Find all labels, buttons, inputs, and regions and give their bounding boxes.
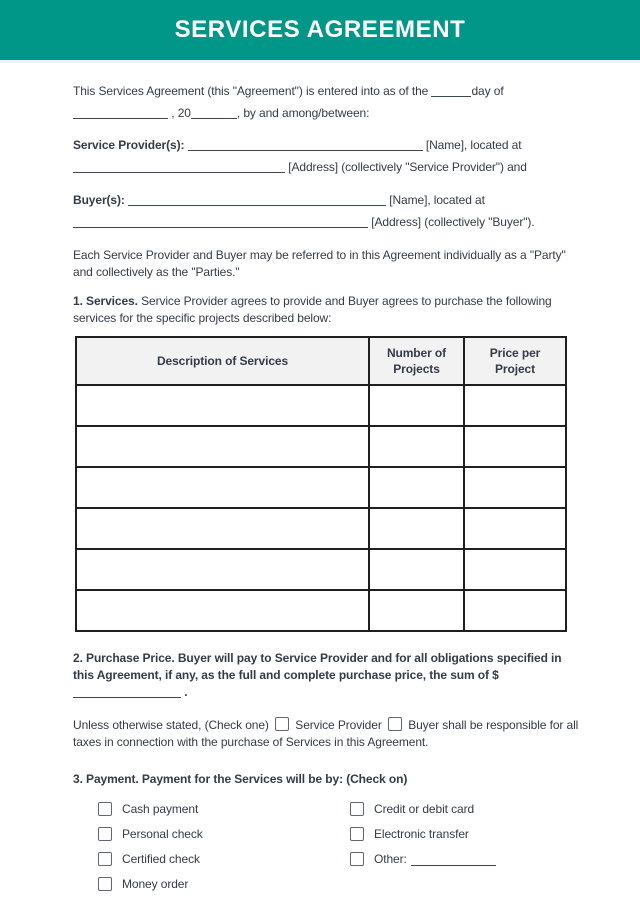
table-row-empty bbox=[76, 426, 566, 467]
text-segment: Each Service Provider and Buyer may be referred to in this Agreement individually as a "Party" and collectively as the "Parties." bbox=[73, 248, 566, 279]
text-segment: [Address] (collectively "Service Provider") and bbox=[285, 160, 527, 174]
table-cell-empty[interactable] bbox=[369, 426, 464, 467]
payment-option-personal-check bbox=[73, 826, 350, 841]
table-cell-empty[interactable] bbox=[464, 508, 566, 549]
table-cell-empty[interactable] bbox=[464, 590, 566, 631]
text-segment: Payment for the Services will be by: (Check on) bbox=[138, 772, 408, 786]
service-provider-address-line bbox=[73, 156, 583, 178]
tax-responsibility-clause bbox=[73, 717, 583, 751]
text-segment: Service Provider bbox=[292, 718, 385, 732]
payment-option-other bbox=[350, 851, 583, 866]
table-row-empty bbox=[76, 590, 566, 631]
personal-check-checkbox[interactable] bbox=[98, 827, 112, 841]
other-blank-line[interactable] bbox=[411, 854, 496, 866]
table-cell-empty[interactable] bbox=[464, 467, 566, 508]
parties-clause bbox=[73, 247, 583, 281]
service-provider-name-line bbox=[73, 134, 583, 156]
payment-options-right-column bbox=[350, 801, 583, 901]
text-segment: . bbox=[181, 685, 188, 699]
table-cell-empty[interactable] bbox=[76, 426, 369, 467]
section-2-purchase-price bbox=[73, 650, 583, 701]
header-banner bbox=[0, 0, 640, 63]
credit-or-debit-card-checkbox[interactable] bbox=[350, 802, 364, 816]
text-segment: Unless otherwise stated, (Check one) bbox=[73, 718, 273, 732]
table-cell-empty[interactable] bbox=[369, 385, 464, 426]
certified-check-checkbox[interactable] bbox=[98, 852, 112, 866]
payment-option-cash-payment bbox=[73, 801, 350, 816]
blank-line[interactable] bbox=[73, 686, 181, 698]
payment-option-label: Money order bbox=[122, 876, 189, 891]
blank-line[interactable] bbox=[73, 161, 285, 173]
blank-line[interactable] bbox=[73, 216, 368, 228]
payment-option-label: Certified check bbox=[122, 851, 200, 866]
table-cell-empty[interactable] bbox=[76, 590, 369, 631]
payment-option-label: Personal check bbox=[122, 826, 203, 841]
table-cell-empty[interactable] bbox=[76, 467, 369, 508]
text-segment: 1. Services. bbox=[73, 294, 138, 308]
table-cell-empty[interactable] bbox=[369, 508, 464, 549]
table-row-empty bbox=[76, 385, 566, 426]
payment-option-credit-or-debit-card bbox=[350, 801, 583, 816]
buyer-checkbox[interactable] bbox=[388, 717, 402, 731]
column-header-price-per-project: Price per Project bbox=[464, 337, 566, 385]
text-segment: [Address] (collectively "Buyer"). bbox=[368, 215, 535, 229]
payment-option-label: Credit or debit card bbox=[374, 801, 475, 816]
blank-line[interactable] bbox=[188, 139, 423, 151]
column-header-description: Description of Services bbox=[76, 337, 369, 385]
cash-payment-checkbox[interactable] bbox=[98, 802, 112, 816]
payment-option-label: Electronic transfer bbox=[374, 826, 469, 841]
text-segment: , 20 bbox=[168, 106, 191, 120]
table-cell-empty[interactable] bbox=[464, 426, 566, 467]
blank-line[interactable] bbox=[73, 107, 168, 119]
table-cell-empty[interactable] bbox=[369, 549, 464, 590]
table-cell-empty[interactable] bbox=[76, 508, 369, 549]
text-segment: Buyer will pay to Service Provider and for all obligations specified in this Agreement, if any, as the full and complete purchase price, the sum of $ bbox=[73, 651, 562, 682]
buyer-name-line bbox=[73, 189, 583, 211]
services-table-body bbox=[76, 385, 566, 631]
text-segment: day of bbox=[471, 84, 504, 98]
column-header-number-of-projects: Number of Projects bbox=[369, 337, 464, 385]
payment-option-certified-check bbox=[73, 851, 350, 866]
payment-option-money-order bbox=[73, 876, 350, 891]
text-segment: 2. Purchase Price. bbox=[73, 651, 175, 665]
text-segment: Service Provider agrees to provide and Buyer agrees to purchase the following services for the specific projects described below: bbox=[73, 294, 552, 325]
text-segment: 3. Payment. bbox=[73, 772, 139, 786]
blank-line[interactable] bbox=[431, 85, 471, 97]
intro-paragraph bbox=[73, 80, 583, 124]
text-segment: Service Provider(s): bbox=[73, 138, 188, 152]
buyer-address-line bbox=[73, 211, 583, 233]
payment-options bbox=[73, 801, 583, 901]
document-body bbox=[0, 63, 640, 901]
text-segment: Buyer(s): bbox=[73, 193, 129, 207]
intro-line-1 bbox=[73, 80, 583, 102]
buyer-block bbox=[73, 189, 583, 233]
money-order-checkbox[interactable] bbox=[98, 877, 112, 891]
table-cell-empty[interactable] bbox=[464, 385, 566, 426]
section-3-payment bbox=[73, 771, 583, 788]
text-segment: [Name], located at bbox=[386, 193, 485, 207]
table-cell-empty[interactable] bbox=[464, 549, 566, 590]
table-cell-empty[interactable] bbox=[76, 385, 369, 426]
services-table-header bbox=[76, 337, 566, 385]
table-cell-empty[interactable] bbox=[76, 549, 369, 590]
intro-line-2 bbox=[73, 102, 583, 124]
table-row-empty bbox=[76, 508, 566, 549]
text-segment: , by and among/between: bbox=[236, 106, 370, 120]
electronic-transfer-checkbox[interactable] bbox=[350, 827, 364, 841]
services-table bbox=[75, 336, 567, 632]
section-1-services bbox=[73, 293, 583, 327]
table-cell-empty[interactable] bbox=[369, 467, 464, 508]
table-row-empty bbox=[76, 549, 566, 590]
blank-line[interactable] bbox=[191, 107, 237, 119]
blank-line[interactable] bbox=[128, 194, 386, 206]
other-checkbox[interactable] bbox=[350, 852, 364, 866]
service-provider-checkbox[interactable] bbox=[275, 717, 289, 731]
table-row-empty bbox=[76, 467, 566, 508]
payment-option-electronic-transfer bbox=[350, 826, 583, 841]
text-segment: [Name], located at bbox=[422, 138, 522, 152]
payment-option-label: Other: bbox=[374, 851, 407, 866]
service-provider-block bbox=[73, 134, 583, 178]
table-header-row bbox=[76, 337, 566, 385]
text-segment: Buyer shall be responsible for all taxes in connection with the purchase of Services in this Agreement. bbox=[73, 718, 579, 749]
payment-option-label: Cash payment bbox=[122, 801, 199, 816]
text-segment: This Services Agreement (this "Agreement") is entered into as of the bbox=[73, 84, 432, 98]
page-title: SERVICES AGREEMENT bbox=[174, 16, 466, 43]
table-cell-empty[interactable] bbox=[369, 590, 464, 631]
payment-options-left-column bbox=[73, 801, 350, 901]
